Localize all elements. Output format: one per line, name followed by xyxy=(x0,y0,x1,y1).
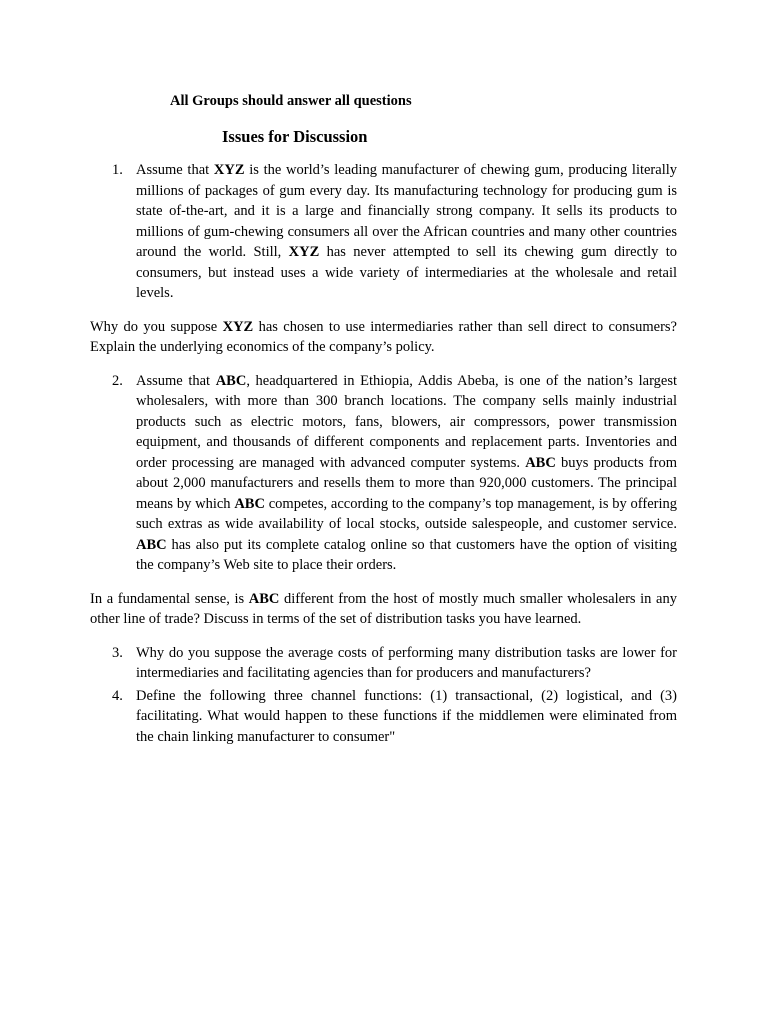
question-3 xyxy=(90,643,677,684)
company-name: XYZ xyxy=(213,162,245,178)
question-text: Assume that XYZ is the world’s leading manufacturer of chewing gum, producing literally millions of packages of gum every day. Its manufacturing technology for producing gum is state of-the-art, and it is a large and financially strong company. It sells its products to millions of gum-chewing consumers all over the African countries and many other countries around the world. Still, XYZ has never attempted to sell its chewing gum directly to consumers, but instead uses a wide variety of intermediaries at the wholesale and retail levels. xyxy=(136,162,678,301)
company-name: XYZ xyxy=(288,244,320,260)
question-number: 1. xyxy=(112,162,123,178)
question-number: 3. xyxy=(112,644,123,661)
company-name: ABC xyxy=(234,495,265,512)
question-2 xyxy=(90,371,677,576)
question-text: Why do you suppose the average costs of performing many distribution tasks are lower for intermediaries and facilitating agencies than for producers and manufacturers? xyxy=(136,644,677,681)
discussion-content xyxy=(90,160,677,747)
company-name: XYZ xyxy=(222,318,254,335)
company-name: ABC xyxy=(215,372,247,389)
question-text: Assume that ABC, headquartered in Ethiopia, Addis Abeba, is one of the nation’s largest wholesalers, with more than 300 branch locations. The company sells mainly industrial products such as electric motors, fans, blowers, air compressors, power transmission equipment, and thousands of different components and replacement parts. Inventories and order processing are managed with advanced computer systems. ABC buys products from about 2,000 manufacturers and resells them to more than 920,000 customers. The principal means by which ABC competes, according to the company’s top management, is by offering such extras as wide availability of local stocks, outside salespeople, and customer service. ABC has also put its complete catalog online so that customers have the option of visiting the company’s Web site to place their orders. xyxy=(136,372,677,573)
question-number: 4. xyxy=(112,687,123,704)
follow-up-paragraph-2: In a fundamental sense, is ABC different from the host of mostly much smaller wholesalers in any other line of trade? Discuss in terms of the set of distribution tasks you have learned. xyxy=(90,590,677,627)
question-1 xyxy=(90,160,677,304)
follow-up-paragraph-1: Why do you suppose XYZ has chosen to use intermediaries rather than sell direct to consumers? Explain the underlying economics of the company’s policy. xyxy=(90,318,677,355)
company-name: ABC xyxy=(525,454,556,471)
company-name: ABC xyxy=(136,536,167,553)
question-number: 2. xyxy=(112,372,123,389)
question-4 xyxy=(90,686,677,748)
instruction-heading: All Groups should answer all questions xyxy=(170,93,412,109)
company-name: ABC xyxy=(248,590,280,607)
page-title: Issues for Discussion xyxy=(222,127,368,146)
question-text: Define the following three channel functions: (1) transactional, (2) logistical, and (3) facilitating. What would happen to these functions if the middlemen were eliminated from the chain linking manufacturer to consumer" xyxy=(136,687,677,745)
